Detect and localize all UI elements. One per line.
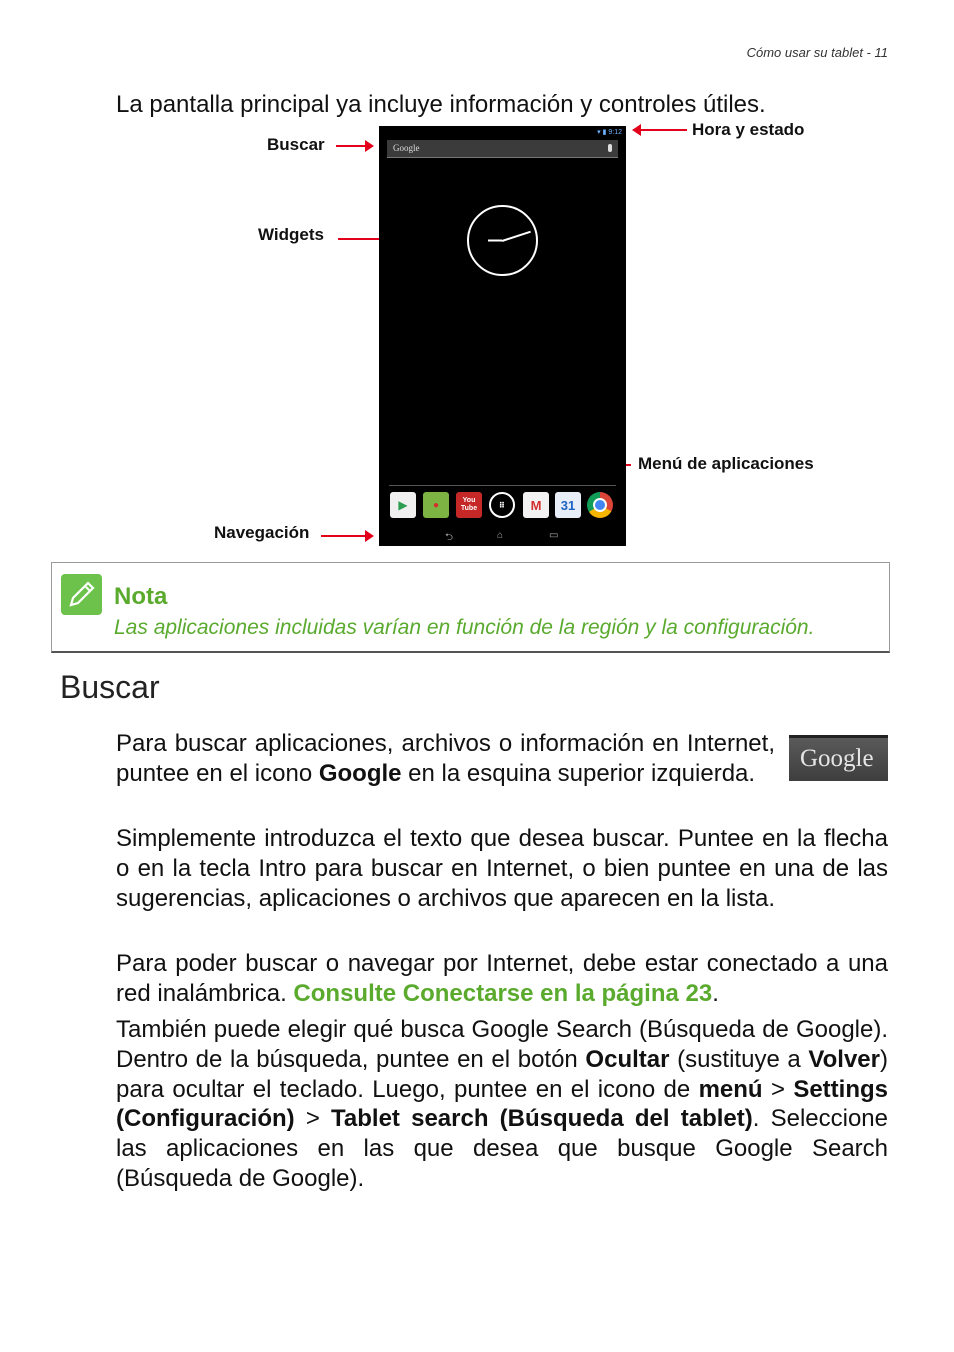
arrow-buscar (336, 145, 366, 147)
callout-buscar: Buscar (267, 135, 325, 154)
play-store-icon[interactable]: ▶ (390, 492, 416, 518)
callout-hora-estado: Hora y estado (692, 120, 805, 139)
tablet-home-screen (379, 126, 626, 546)
paragraph-3: Para poder buscar o navegar por Internet, debe estar conectado a una red inalámbrica. Consulte Conectarse en la página 23. (116, 950, 888, 1007)
clock-minute-hand (502, 231, 531, 242)
status-bar: ▾ ▮ 9:12 (597, 129, 622, 136)
note-title: Nota (114, 583, 168, 610)
paragraph-2: Simplemente introduzca el texto que desea buscar. Puntee en la flecha o en la tecla Intro para buscar en Internet, o bien puntee en una de las sugerencias, aplicaciones o archivos que aparecen en la lista. (116, 825, 888, 912)
back-icon[interactable]: ⮌ (445, 532, 454, 543)
app-drawer-icon[interactable]: ⠿ (489, 492, 515, 518)
calendar-icon[interactable]: 31 (555, 492, 581, 518)
link-conectarse[interactable]: Consulte Conectarse en la página 23 (293, 979, 713, 1007)
paragraph-4: También puede elegir qué busca Google Search (Búsqueda de Google). Dentro de la búsqueda, puntee en el botón Ocultar (sustituye a Volver) para ocultar el teclado. Luego, puntee en el icono de menú > Settings (Configuración) > Tablet search (Búsqueda del tablet). Seleccione las aplicaciones en las que desea que busque Google Search (Búsqueda de Google). (116, 1016, 888, 1192)
dock-divider (389, 485, 616, 486)
pencil-icon (61, 574, 102, 615)
clock-widget[interactable] (467, 205, 538, 276)
search-bar-label: Google (393, 143, 420, 153)
callout-navegacion: Navegación (214, 523, 310, 542)
callout-widgets: Widgets (258, 225, 324, 244)
intro-text: La pantalla principal ya incluye información y controles útiles. (116, 91, 766, 118)
maps-icon[interactable]: ● (423, 492, 449, 518)
home-icon[interactable]: ⌂ (497, 530, 504, 541)
microphone-icon[interactable] (608, 144, 612, 152)
google-search-bar[interactable] (387, 140, 618, 158)
recent-apps-icon[interactable]: ▭ (549, 530, 559, 541)
clock-hour-hand (488, 240, 502, 242)
youtube-icon[interactable]: You Tube (456, 492, 482, 518)
paragraph-1: Para buscar aplicaciones, archivos o información en Internet, puntee en el icono Google en la esquina superior izquierda. (116, 730, 775, 787)
note-box (51, 562, 890, 653)
arrow-navegacion (321, 535, 366, 537)
status-time: 9:12 (608, 129, 622, 136)
arrow-hora (640, 129, 687, 131)
callout-menu-aplicaciones: Menú de aplicaciones (638, 454, 814, 473)
chrome-icon[interactable] (587, 492, 613, 518)
note-text: Las aplicaciones incluidas varían en función de la región y la configuración. (114, 616, 815, 639)
gmail-icon[interactable]: M (523, 492, 549, 518)
google-search-button: Google (789, 735, 888, 781)
page-header: Cómo usar su tablet - 11 (746, 45, 888, 60)
section-title: Buscar (60, 669, 160, 705)
